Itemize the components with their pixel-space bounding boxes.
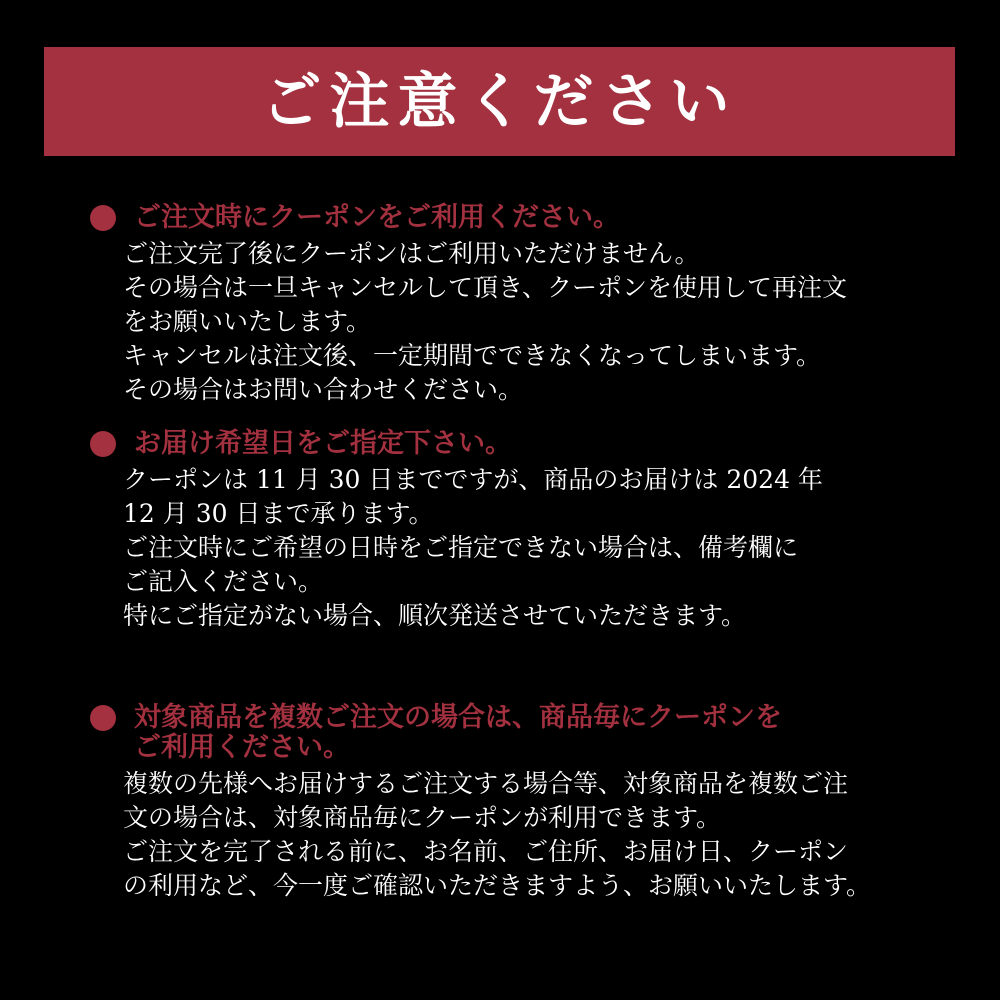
section-body	[123, 463, 910, 633]
body-line: 複数の先様へお届けするご注文する場合等、対象商品を複数ご注	[123, 769, 849, 798]
heading-line: 対象商品を複数ご注文の場合は、商品毎にクーポンを	[134, 702, 782, 733]
bullet-circle-icon	[90, 205, 116, 231]
body-line: ご注文時にご希望の日時をご指定できない場合は、備考欄に	[123, 533, 799, 562]
body-line: 12 月 30 日まで承ります。	[123, 499, 434, 528]
bullet-circle-icon	[90, 705, 116, 731]
banner-title: ご注意ください	[261, 66, 738, 137]
section-heading	[90, 203, 910, 233]
body-line: 特にご指定がない場合、順次発送させていただきます。	[123, 601, 747, 630]
body-line: ご記入ください。	[123, 567, 324, 596]
notice-section-multiple-orders	[90, 703, 910, 903]
notice-section-coupon-use	[90, 203, 910, 407]
body-line: の利用など、今一度ご確認いただきますよう、お願いいたします。	[123, 871, 872, 900]
body-line: ご注文を完了される前に、お名前、ご住所、お届け日、クーポン	[123, 837, 849, 866]
notice-banner	[44, 47, 955, 156]
heading-line: ご注文時にクーポンをご利用ください。	[134, 202, 620, 233]
section-heading	[90, 703, 910, 763]
body-line: その場合は一旦キャンセルして頂き、クーポンを使用して再注文	[123, 273, 848, 302]
section-heading	[90, 429, 910, 459]
body-line: その場合はお問い合わせください。	[123, 375, 524, 404]
body-line: ご注文完了後にクーポンはご利用いただけません。	[123, 239, 700, 268]
section-body	[123, 237, 910, 407]
body-line: をお願いいたします。	[123, 307, 372, 336]
section-body	[123, 767, 910, 903]
heading-line: ご利用ください。	[134, 732, 350, 763]
notice-section-delivery-date	[90, 429, 910, 633]
body-line: キャンセルは注文後、一定期間でできなくなってしまいます。	[123, 341, 822, 370]
body-line: クーポンは 11 月 30 日までですが、商品のお届けは 2024 年	[123, 465, 823, 494]
heading-line: お届け希望日をご指定下さい。	[134, 428, 512, 459]
bullet-circle-icon	[90, 431, 116, 457]
body-line: 文の場合は、対象商品毎にクーポンが利用できます。	[123, 803, 722, 832]
